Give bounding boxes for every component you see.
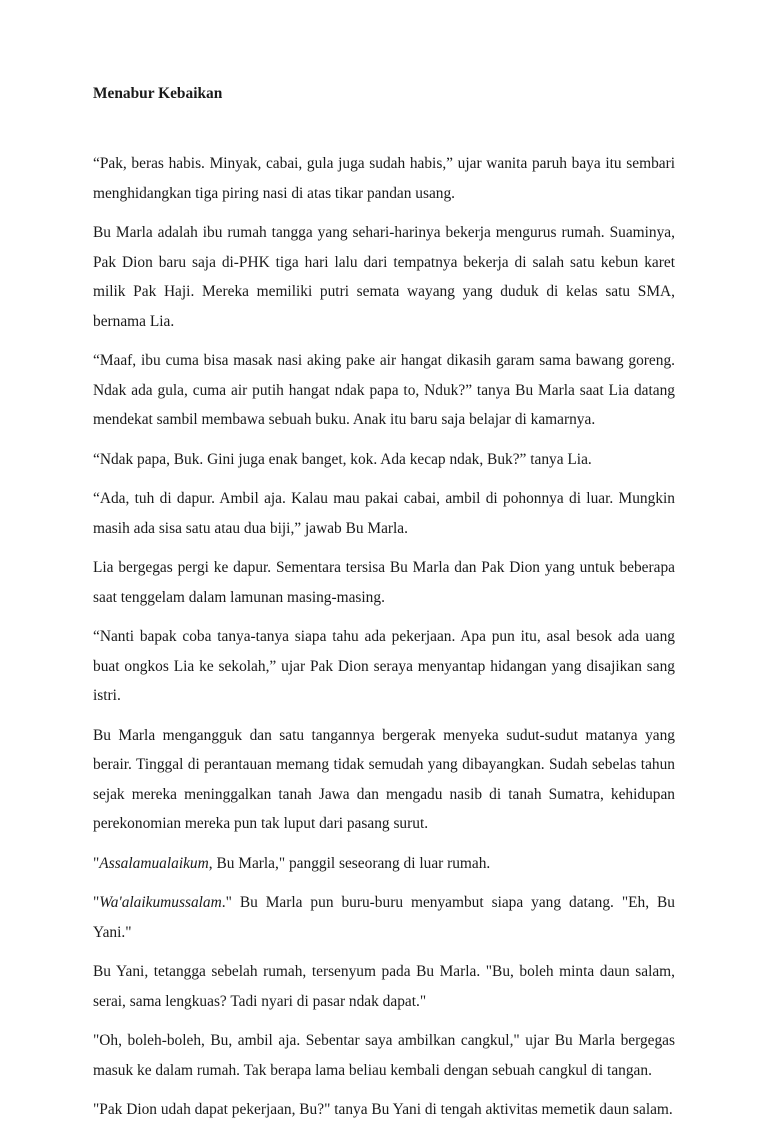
paragraph-10 [93,888,675,947]
paragraph-12: "Oh, boleh-boleh, Bu, ambil aja. Sebentar saya ambilkan cangkul," ujar Bu Marla bergegas masuk ke dalam rumah. Tak berapa lama beliau kembali dengan sebuah cangkul di tangan. [93,1032,675,1079]
paragraph-3: “Maaf, ibu cuma bisa masak nasi aking pake air hangat dikasih garam sama bawang goreng. Ndak ada gula, cuma air putih hangat ndak papa to, Nduk?” tanya Bu Marla saat Lia datang mendekat sambil membawa sebuah buku. Anak itu baru saja belajar di kamarnya. [93,352,675,428]
paragraph-6: Lia bergegas pergi ke dapur. Sementara tersisa Bu Marla dan Pak Dion yang untuk beberapa saat tenggelam dalam lamunan masing-masing. [93,559,675,606]
paragraph-4: “Ndak papa, Buk. Gini juga enak banget, kok. Ada kecap ndak, Buk?” tanya Lia. [93,450,592,468]
document-title: Menabur Kebaikan [93,85,223,102]
paragraph-9 [93,849,675,879]
paragraph-9-pre: " [93,854,100,872]
paragraph-5: “Ada, tuh di dapur. Ambil aja. Kalau mau pakai cabai, ambil di pohonnya di luar. Mungkin masih ada sisa satu atau dua biji,” jawab Bu Marla. [93,490,675,537]
paragraph-10-italic: Wa'alaikumussalam [99,894,222,911]
paragraph-7: “Nanti bapak coba tanya-tanya siapa tahu ada pekerjaan. Apa pun itu, asal besok ada uang buat ongkos Lia ke sekolah,” ujar Pak Dion seraya menyantap hidangan yang disajikan sang istri. [93,628,675,704]
paragraph-11: Bu Yani, tetangga sebelah rumah, tersenyum pada Bu Marla. "Bu, boleh minta daun salam, serai, sama lengkuas? Tadi nyari di pasar ndak dapat." [93,963,675,1010]
paragraph-9-post: , Bu Marla," panggil seseorang di luar rumah. [208,854,491,872]
paragraph-8: Bu Marla mengangguk dan satu tangannya bergerak menyeka sudut-sudut matanya yang berair. Tinggal di perantauan memang tidak semudah yang dibayangkan. Sudah sebelas tahun sejak mereka meninggalkan tanah Jawa dan mengadu nasib di tanah Sumatra, kehidupan perekonomian mereka pun tak luput dari pasang surut. [93,726,675,832]
paragraph-9-italic: Assalamualaikum [99,854,209,872]
paragraph-10-pre: " [93,894,100,911]
paragraph-2: Bu Marla adalah ibu rumah tangga yang sehari-harinya bekerja mengurus rumah. Suaminya, Pak Dion baru saja di-PHK tiga hari lalu dari tempatnya bekerja di salah satu kebun karet milik Pak Haji. Mereka memiliki putri semata wayang yang duduk di kelas satu SMA, bernama Lia. [93,224,675,330]
paragraph-1: “Pak, beras habis. Minyak, cabai, gula juga sudah habis,” ujar wanita paruh baya itu sembari menghidangkan tiga piring nasi di atas tikar pandan usang. [93,155,675,202]
document-body [93,149,675,1135]
paragraph-13: "Pak Dion udah dapat pekerjaan, Bu?" tanya Bu Yani di tengah aktivitas memetik daun salam. [93,1101,673,1118]
paragraph-10-post: ." Bu Marla pun buru-buru menyambut siapa yang datang. "Eh, Bu Yani." [93,894,675,941]
